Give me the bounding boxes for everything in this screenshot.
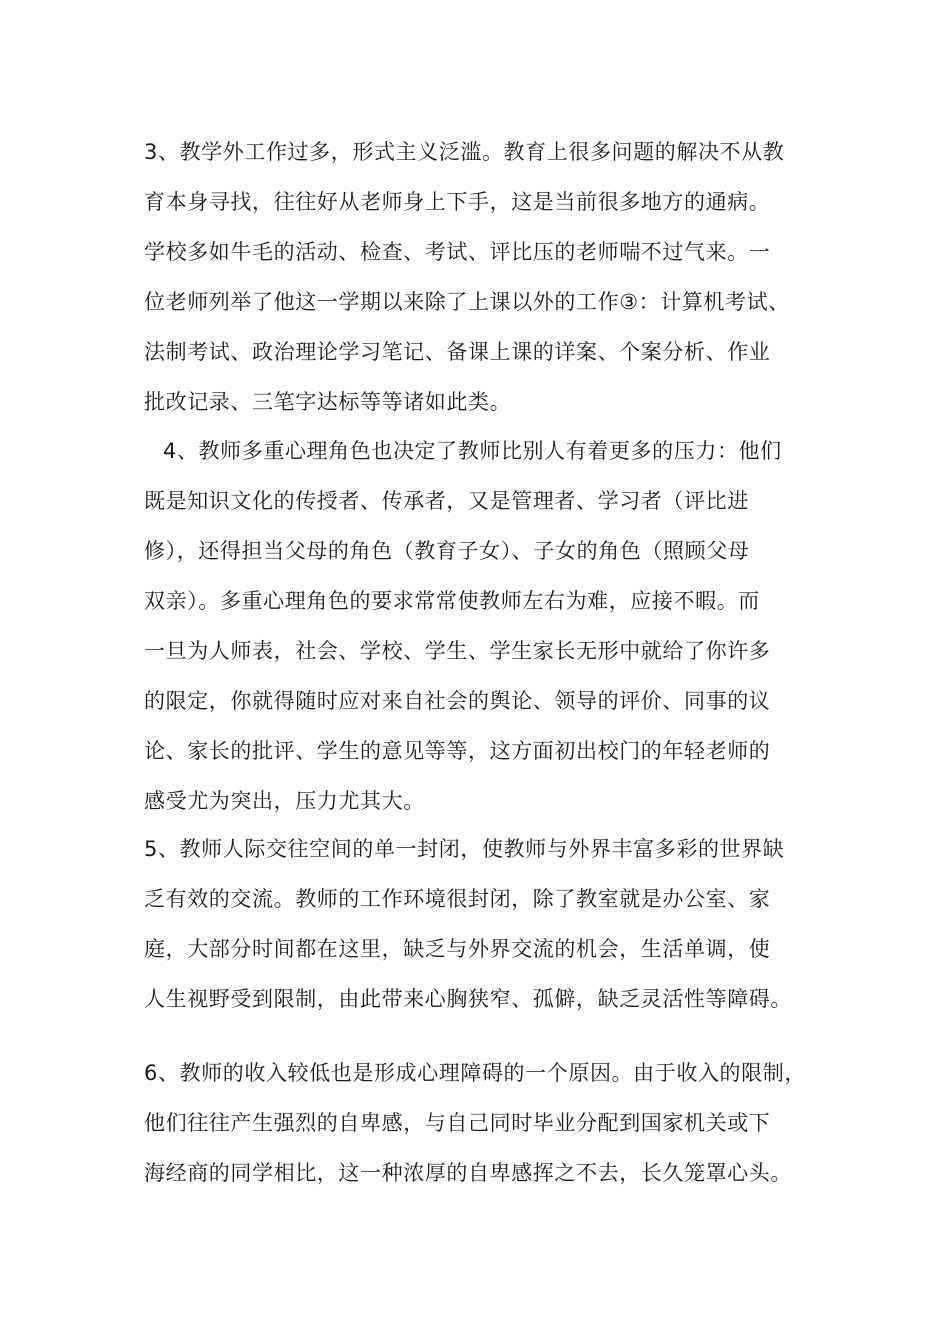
paragraph-5-line-4: 人生视野受到限制，由此带来心胸狭窄、孤僻，缺乏灵活性等障碍。 xyxy=(144,987,792,1011)
paragraph-3-line-6: 批改记录、三笔字达标等等诸如此类。 xyxy=(144,390,512,414)
paragraph-4-line-4: 双亲）。多重心理角色的要求常常使教师左右为难，应接不暇。而 xyxy=(144,589,760,613)
paragraph-6-line-2: 他们往往产生强烈的自卑感，与自己同时毕业分配到国家机关或下 xyxy=(144,1111,771,1135)
paragraph-5-line-3: 庭，大部分时间都在这里，缺乏与外界交流的机会，生活单调，使 xyxy=(144,937,771,961)
paragraph-4-line-3: 修），还得担当父母的角色（教育子女）、子女的角色（照顾父母 xyxy=(144,539,750,563)
paragraph-4-line-8: 感受尤为突出，压力尤其大。 xyxy=(144,789,425,813)
paragraph-3-line-3: 学校多如牛毛的活动、检查、考试、评比压的老师喘不过气来。一 xyxy=(144,240,771,264)
paragraph-3-line-5: 法制考试、政治理论学习笔记、备课上课的详案、个案分析、作业 xyxy=(144,340,771,364)
paragraph-5-line-1: 5、教师人际交往空间的单一封闭，使教师与外界丰富多彩的世界缺 xyxy=(144,837,785,861)
paragraph-6-line-3: 海经商的同学相比，这一种浓厚的自卑感挥之不去，长久笼罩心头。 xyxy=(144,1161,792,1185)
paragraph-3-line-1: 3、教学外工作过多，形式主义泛滥。教育上很多问题的解决不从教 xyxy=(144,140,785,164)
paragraph-4-line-7: 论、家长的批评、学生的意见等等，这方面初出校门的年轻老师的 xyxy=(144,739,771,763)
paragraph-6-line-1: 6、教师的收入较低也是形成心理障碍的一个原因。由于收入的限制， xyxy=(144,1061,806,1085)
paragraph-4-line-2: 既是知识文化的传授者、传承者，又是管理者、学习者（评比进 xyxy=(144,489,749,513)
paragraph-3-line-2: 育本身寻找，往往好从老师身上下手，这是当前很多地方的通病。 xyxy=(144,190,771,214)
paragraph-5-line-2: 乏有效的交流。教师的工作环境很封闭，除了教室就是办公室、家 xyxy=(144,887,771,911)
paragraph-4-line-1: 4、教师多重心理角色也决定了教师比别人有着更多的压力：他们 xyxy=(163,439,782,463)
paragraph-4-line-6: 的限定，你就得随时应对来自社会的舆论、领导的评价、同事的议 xyxy=(144,689,771,713)
paragraph-4-line-5: 一旦为人师表，社会、学校、学生、学生家长无形中就给了你许多 xyxy=(144,639,771,663)
paragraph-3-line-4: 位老师列举了他这一学期以来除了上课以外的工作③：计算机考试、 xyxy=(144,290,790,314)
